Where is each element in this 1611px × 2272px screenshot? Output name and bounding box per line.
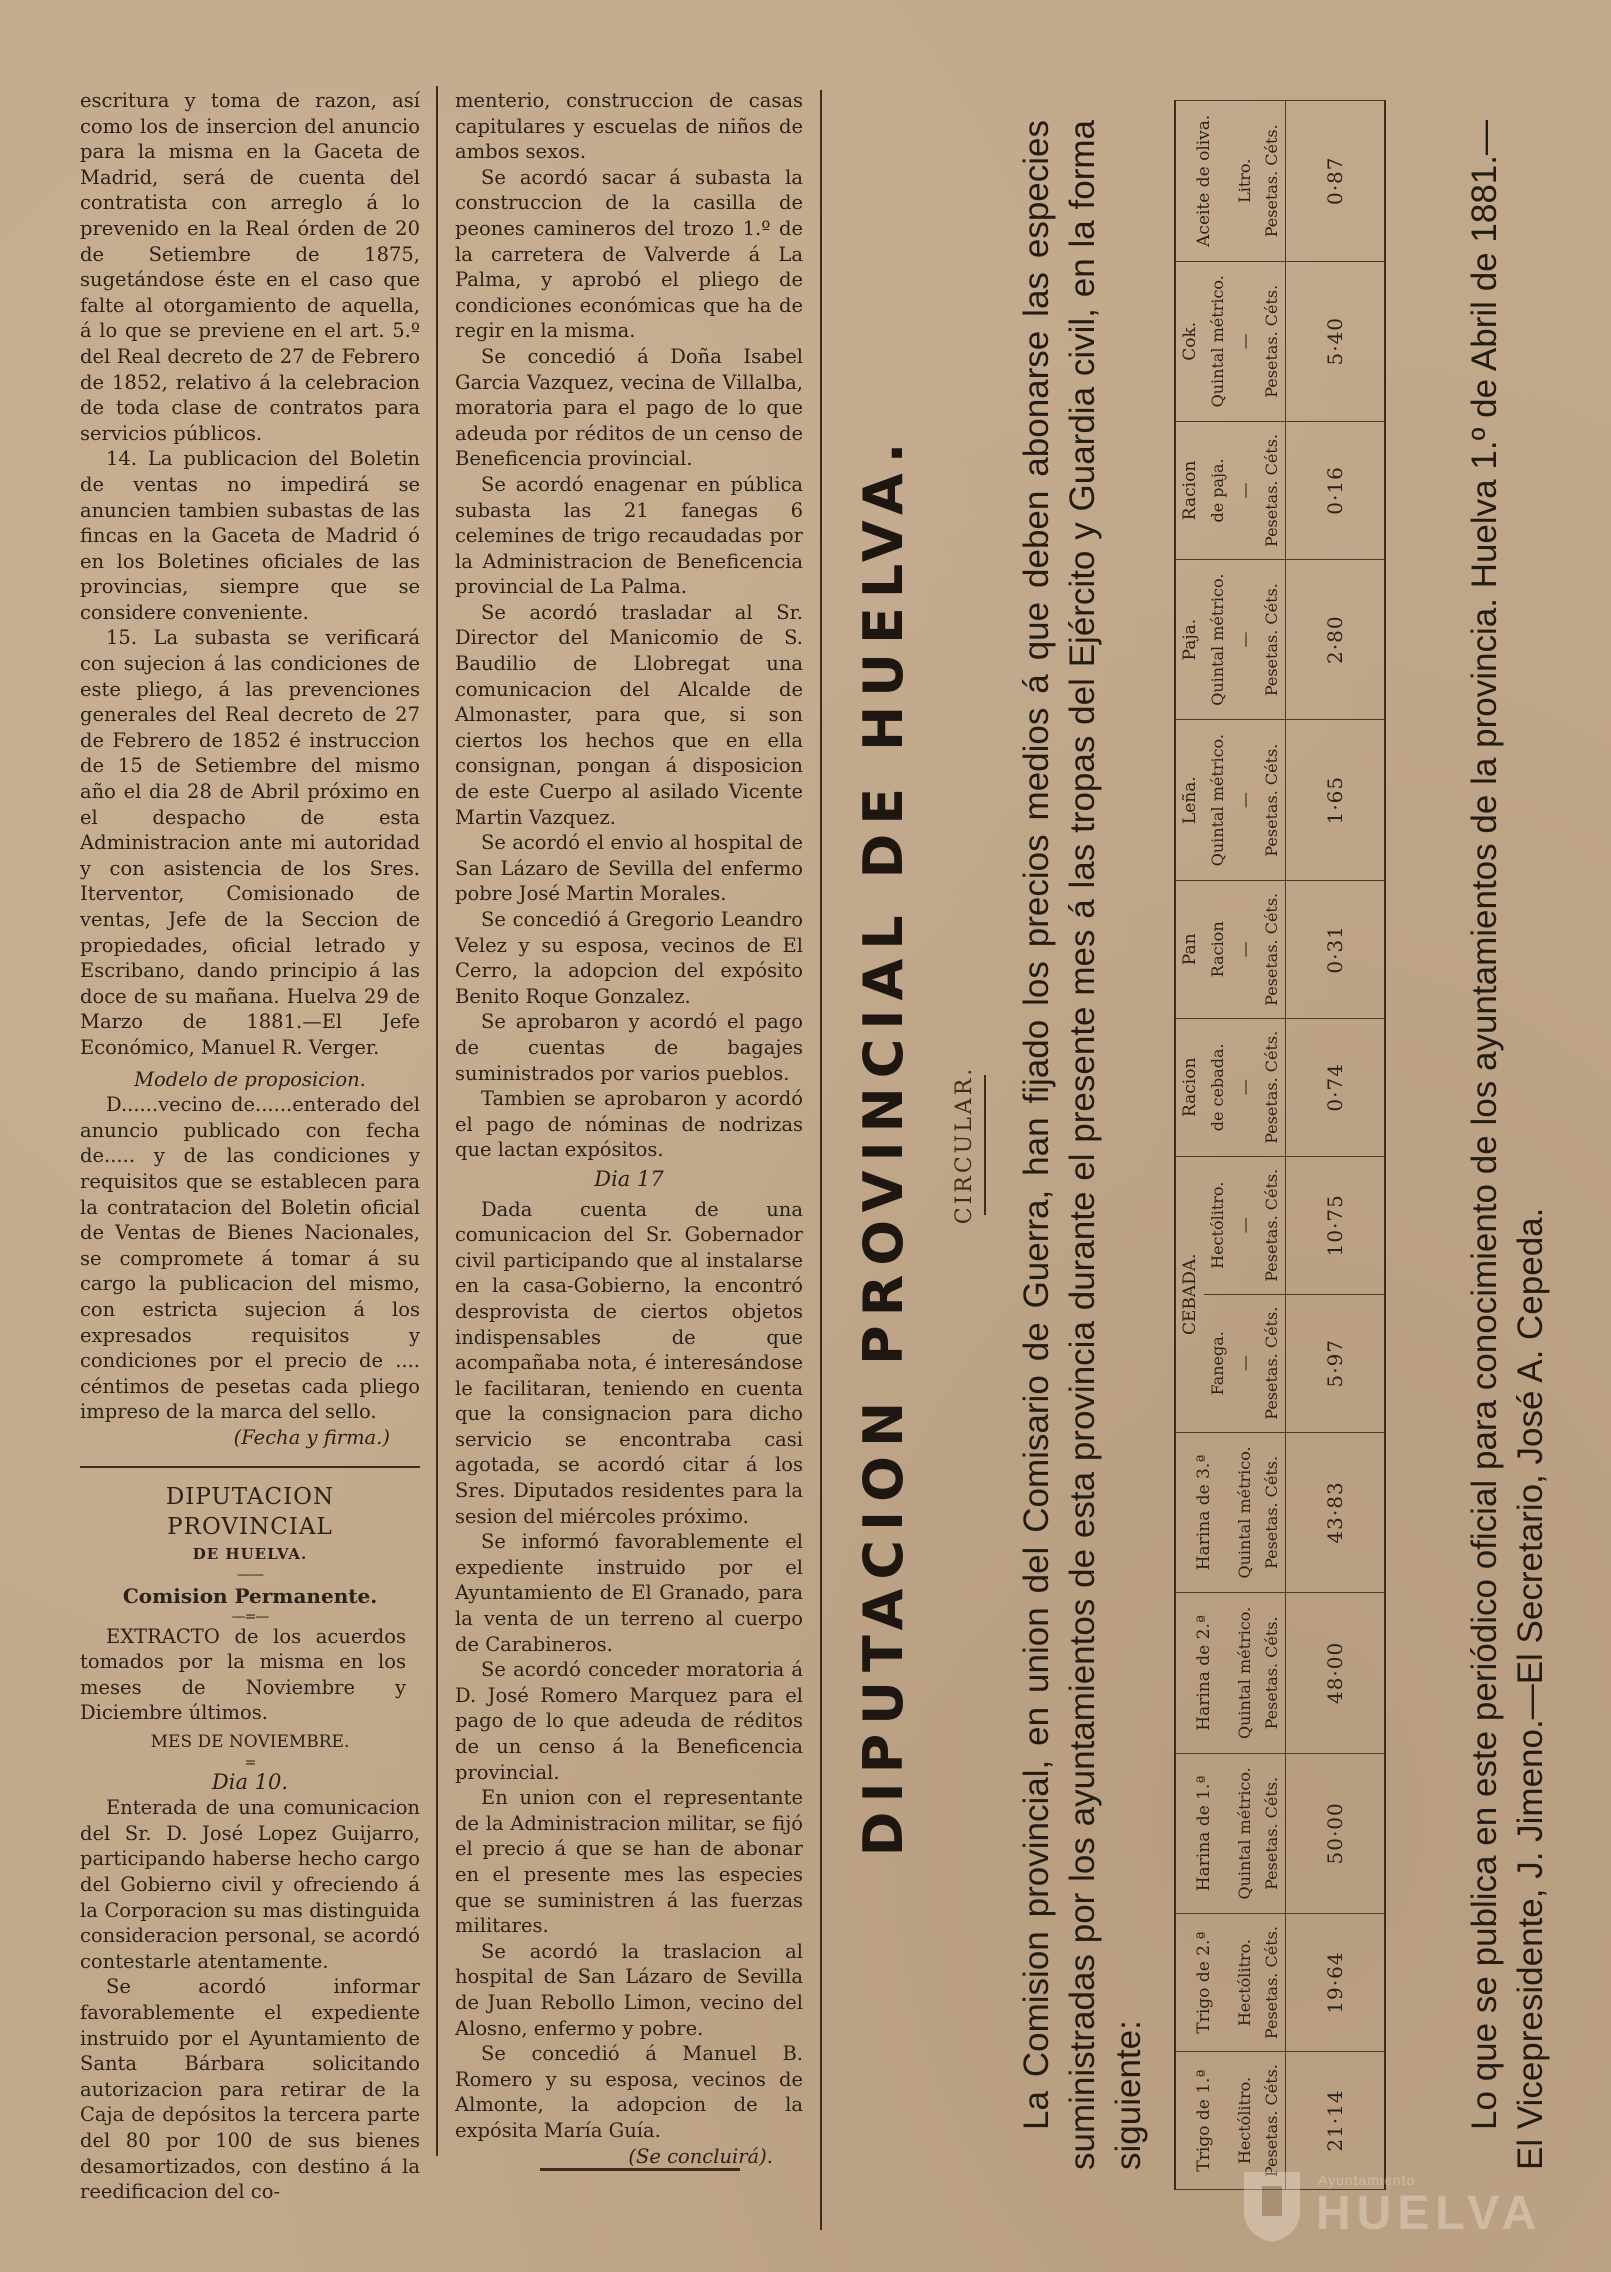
circular-subtitle: CIRCULAR. [952, 1065, 977, 1225]
unit-litro: Litro. [1231, 101, 1258, 262]
col2-paragraph: Se acordó la traslacion al hospital de San Lázaro de Sevilla de Juan Rebollo Limon, vecino del Alosno, enfermo y pobre. [455, 1939, 803, 2040]
price-value: 19·64 [1286, 1914, 1386, 2052]
pesetas-cents-label: Pesetas. Céts. [1258, 2052, 1286, 2190]
price-value: 5·97 [1286, 1294, 1386, 1432]
unit-quintal: Quintal métrico. [1231, 1432, 1258, 1592]
firma: (Fecha y firma.) [233, 1425, 390, 1449]
column-rule [820, 90, 822, 2230]
subtitle-rule [984, 1075, 986, 1215]
end-rule [540, 2168, 740, 2171]
header-harina1: Harina de 1.ª [1175, 1753, 1231, 1913]
column-middle [455, 88, 803, 2169]
column-rule [436, 86, 438, 2156]
unit-quintal: Quintal métrico. [1204, 559, 1231, 719]
price-value: 5·40 [1286, 261, 1386, 421]
concluira: (Se concluirá). [628, 2144, 773, 2168]
pesetas-row [1258, 101, 1286, 2190]
dash: —=— [231, 1608, 269, 1625]
price-value: 0·31 [1286, 880, 1386, 1018]
price-value: 0·87 [1286, 101, 1386, 262]
dia-heading: Dia 10. [211, 1769, 289, 1794]
unit-dash: — [1231, 559, 1258, 719]
unit-de-paja: de paja. [1204, 421, 1231, 559]
unit-dash: — [1231, 421, 1258, 559]
unit-dash: — [1231, 880, 1258, 1018]
price-value: 1·65 [1286, 720, 1386, 880]
unit-quintal: Quintal métrico. [1204, 261, 1231, 421]
unit-dash: — [1231, 720, 1258, 880]
col1-paragraph: Enterada de una comunicacion del Sr. D. José Lopez Guijarro, participando haberse hecho cargo del Gobierno civil y ofreciendo á la Corporacion su mas distinguida consideracion personal, se acordó contestarle atentamente. [80, 1796, 420, 1973]
modelo-text: D......vecino de......enterado del anuncio publicado con fecha de..... y de las condiciones y requisitos que se establecen para la contratacion del Boletin oficial de Ventas de Bienes Nacionales, se compromete á tomar á su cargo la publicacion del mismo, con estricta sujecion á los expresados requisitos y condiciones por el precio de .... céntimos de pesetas cada pliego impreso de la marca del sello. [80, 1093, 420, 1424]
unit-fanega: Fanega. [1204, 1294, 1231, 1432]
archive-watermark [1240, 2168, 1590, 2248]
unit-dash: — [1231, 261, 1258, 421]
dip-title: DIPUTACION PROVINCIAL [165, 1484, 335, 1541]
header-cebada: CEBADA. [1175, 1156, 1204, 1432]
mes-heading: MES DE NOVIEMBRE. [150, 1732, 350, 1753]
circular-title: DIPUTACION PROVINCIAL DE HUELVA. [852, 433, 915, 1857]
rotated-circular [832, 80, 1572, 2210]
pesetas-cents-label: Pesetas. Céts. [1258, 1294, 1286, 1432]
pesetas-cents-label: Pesetas. Céts. [1258, 1593, 1286, 1753]
col2-paragraph: Se acordó trasladar al Sr. Director del Manicomio de S. Baudilio de Llobregat una comunicacion del Alcalde de Almonaster, para que, si son ciertos los hechos que en ella consignan, pongan á disposicion de este Cuerpo al asilado Vicente Martin Vazquez. [455, 600, 803, 829]
comision-title: Comision Permanente. [122, 1584, 378, 1609]
price-value: 2·80 [1286, 559, 1386, 719]
unit-dash: — [1231, 1156, 1258, 1294]
column-left [80, 88, 420, 2205]
modelo-title: Modelo de proposicion. [134, 1067, 366, 1091]
col1-paragraph: 14. La publicacion del Boletin de ventas no impedirá se anuncien tambien subastas de las fincas en la Gaceta de Madrid ó en los Boletines oficiales de las provincias, siempre que se considere conveniente. [80, 447, 420, 624]
col2-paragraph: Se acordó el envio al hospital de San Lázaro de Sevilla del enfermo pobre José Martin Morales. [455, 831, 803, 906]
col2-paragraph: Dada cuenta de una comunicacion del Sr. Gobernador civil participando que al instalarse en la casa-Gobierno, la encontró desprovista de ciertos objetos indispensables de que acompañaba nota, é interesándose le facilitaran, teniendo en cuenta que la consignacion para dicho servicio se encontraba casi agotada, se acordó citar á los Sres. Diputados residentes para la sesion del miércoles próximo. [455, 1197, 803, 1528]
pesetas-cents-label: Pesetas. Céts. [1258, 1018, 1286, 1156]
price-value: 10·75 [1286, 1156, 1386, 1294]
col2-paragraph: Se informó favorablemente el expediente instruido por el Ayuntamiento de El Granado, para la venta de un terreno al cuerpo de Carabineros. [455, 1530, 803, 1656]
col2-paragraph: En union con el representante de la Administracion militar, se fijó el precio á que se han de abonar en el presente mes las especies que se suministren á las fuerzas militares. [455, 1786, 803, 1938]
dash: = [244, 1754, 256, 1771]
price-value: 43·83 [1286, 1432, 1386, 1592]
col2-paragraph: Se acordó enagenar en pública subasta las 21 fanegas 6 celemines de trigo recaudadas por la Administracion de Beneficencia provincial de La Palma. [455, 472, 803, 599]
price-value: 0·16 [1286, 421, 1386, 559]
unit-hectolitro: Hectólitro. [1231, 2052, 1258, 2190]
unit-quintal: Quintal métrico. [1231, 1753, 1258, 1913]
header-lena: Leña. [1175, 720, 1204, 880]
price-value: 0·74 [1286, 1018, 1386, 1156]
unit-quintal: Quintal métrico. [1231, 1593, 1258, 1753]
header-pan: Pan [1175, 880, 1204, 1018]
pesetas-cents-label: Pesetas. Céts. [1258, 101, 1286, 262]
unit-hectolitro: Hectólitro. [1231, 1914, 1258, 2052]
pesetas-cents-label: Pesetas. Céts. [1258, 720, 1286, 880]
col2-paragraph: menterio, construccion de casas capitulares y escuelas de niños de ambos sexos. [455, 89, 803, 164]
header-cok: Cok. [1175, 261, 1204, 421]
unit-dash: — [1231, 1018, 1258, 1156]
dip-subtitle: DE HUELVA. [192, 1545, 308, 1564]
pesetas-cents-label: Pesetas. Céts. [1258, 880, 1286, 1018]
header-paja: Paja. [1175, 559, 1204, 719]
col2-paragraph: Tambien se aprobaron y acordó el pago de nóminas de nodrizas que lactan expósitos. [455, 1087, 803, 1162]
dia-heading: Dia 17 [594, 1166, 664, 1191]
watermark-name: HUELVA [1316, 2187, 1543, 2240]
header-aceite: Aceite de oliva. [1175, 101, 1231, 262]
price-value: 48·00 [1286, 1593, 1386, 1753]
header-racion-cebada: Racion [1175, 1018, 1204, 1156]
unit-dash: — [1231, 1294, 1258, 1432]
circular-intro: La Comision provincial, en union del Comisario de Guerra, han fijado los precios medios á que deben abonarse las especies suministradas por los ayuntamientos de esta provincia durante el presente mes á las tropas del Ejército y Guardia civil, en la forma siguiente: [1017, 120, 1148, 2170]
values-row [1286, 101, 1386, 2190]
header-harina2: Harina de 2.ª [1175, 1593, 1231, 1753]
col2-paragraph: Se concedió á Gregorio Leandro Velez y su esposa, vecinos de El Cerro, la adopcion del expósito Benito Roque Gonzalez. [455, 908, 803, 1008]
unit-hectolitro: Hectólitro. [1204, 1156, 1231, 1294]
pesetas-cents-label: Pesetas. Céts. [1258, 261, 1286, 421]
header-trigo1: Trigo de 1.ª [1175, 2052, 1231, 2190]
price-value: 21·14 [1286, 2052, 1386, 2190]
circular-closing: Lo que se publica en este periódico oficial para conocimiento de los ayuntamientos de la provincia. Huelva 1.º de Abril de 1881.—El Vicepresidente, J. Jimeno.—El Secretario, José A. Cepeda. [1465, 120, 1550, 2170]
pesetas-cents-label: Pesetas. Céts. [1258, 1914, 1286, 2052]
pesetas-cents-label: Pesetas. Céts. [1258, 1156, 1286, 1294]
pesetas-cents-label: Pesetas. Céts. [1258, 421, 1286, 559]
unit-de-cebada: de cebada. [1204, 1018, 1231, 1156]
col2-paragraph: Se concedió á Doña Isabel Garcia Vazquez, vecina de Villalba, moratoria para el pago de lo que adeuda por réditos de un censo de Beneficencia provincial. [455, 344, 803, 471]
price-value: 50·00 [1286, 1753, 1386, 1913]
shield-icon [1240, 2168, 1304, 2244]
dash: —— [237, 1567, 263, 1584]
unit-quintal: Quintal métrico. [1204, 720, 1231, 880]
col1-paragraph: Se acordó informar favorablemente el expediente instruido por el Ayuntamiento de Santa Bárbara solicitando autorizacion para retirar de la Caja de depósitos la tercera parte del 80 por 100 de sus bienes desamortizados, con destino á la reedificacion del co- [80, 1975, 420, 2204]
extracto: EXTRACTO de los acuerdos tomados por la misma en los meses de Noviembre y Diciembre últimos. [80, 1624, 406, 1725]
pesetas-cents-label: Pesetas. Céts. [1258, 1753, 1286, 1913]
price-table [1174, 100, 1386, 2190]
col1-paragraph: escritura y toma de razon, así como los de insercion del anuncio para la misma en la Gaceta de Madrid, será de cuenta del contratista con arreglo á lo prevenido en la Real órden de 20 de Setiembre de 1875, sugetándose éste en el caso que falte al otorgamiento de aquella, á lo que se previene en el art. 5.º del Real decreto de 27 de Febrero de 1852, relativo á la celebracion de toda clase de contratos para servicios públicos. [80, 89, 420, 445]
col2-paragraph: Se aprobaron y acordó el pago de cuentas de bagajes suministrados por varios pueblos. [455, 1010, 803, 1085]
col2-paragraph: Se acordó conceder moratoria á D. José Romero Marquez para el pago de lo que adeuda de réditos de un censo á la Beneficencia provincial. [455, 1658, 803, 1784]
unit-racion: Racion [1204, 880, 1231, 1018]
watermark-label: Ayuntamiento [1318, 2172, 1416, 2188]
col2-paragraph: Se acordó sacar á subasta la construccion de la casilla de peones camineros del trozo 1.º de la carretera de Valverde á La Palma, y aprobó el pliego de condiciones económicas que ha de regir en la misma. [455, 165, 803, 343]
header-racion-paja: Racion [1175, 421, 1204, 559]
col1-paragraph: 15. La subasta se verificará con sujecion á las condiciones de este pliego, á las prevenciones generales del Real decreto de 27 de Febrero de 1852 é instruccion de 15 de Setiembre del mismo año el dia 28 de Abril próximo en el despacho de esta Administracion ante mi autoridad y con asistencia de los Sres. Iterventor, Comisionado de ventas, Jefe de la Seccion de propiedades, oficial letrado y Escribano, dando principio á las doce de su mañana. Huelva 29 de Marzo de 1881.—El Jefe Económico, Manuel R. Verger. [80, 626, 420, 1059]
header-trigo2: Trigo de 2.ª [1175, 1914, 1231, 2052]
header-harina3: Harina de 3.ª [1175, 1432, 1231, 1592]
pesetas-cents-label: Pesetas. Céts. [1258, 1432, 1286, 1592]
col2-paragraph: Se concedió á Manuel B. Romero y su esposa, vecinos de Almonte, la adopcion de la expósita María Guía. [455, 2042, 803, 2142]
pesetas-cents-label: Pesetas. Céts. [1258, 559, 1286, 719]
divider [80, 1466, 420, 1468]
